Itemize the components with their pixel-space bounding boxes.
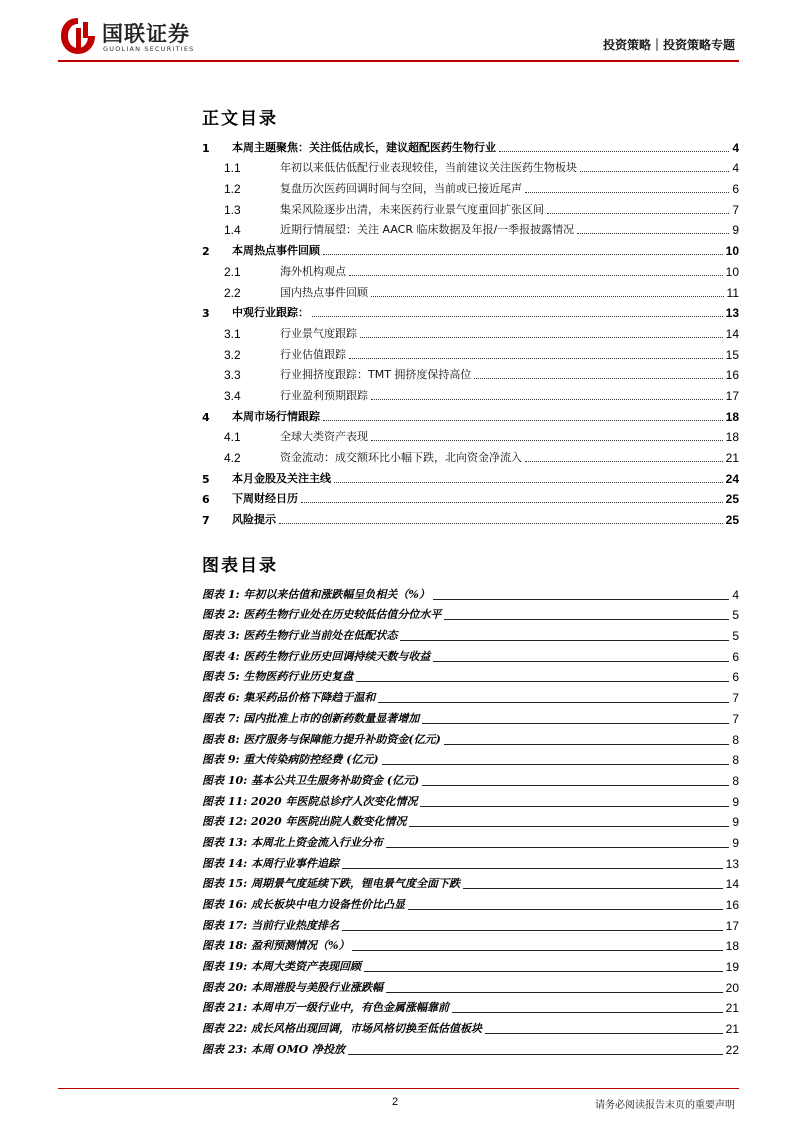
figure-entry-page: 9 <box>732 794 739 809</box>
dot-leader <box>349 275 723 276</box>
figure-entry-title: 图表 18: 盈利预测情况（%） <box>202 939 350 953</box>
figure-entry-title: 图表 3: 医药生物行业当前处在低配状态 <box>202 629 398 643</box>
figure-entry-page: 8 <box>732 753 739 768</box>
toc-entry[interactable] <box>202 444 739 465</box>
toc-title: 正文目录 <box>202 109 278 129</box>
dot-leader <box>323 254 723 255</box>
toc-entry[interactable] <box>202 134 739 155</box>
toc-entry-page: 16 <box>725 368 739 383</box>
leader-line <box>422 785 729 786</box>
leader-line <box>356 681 729 682</box>
figure-entry[interactable] <box>202 871 739 892</box>
figure-entry[interactable] <box>202 912 739 933</box>
toc-entry-number: 3.3 <box>224 368 241 383</box>
figure-entry-title: 图表 21: 本周申万一级行业中，有色金属涨幅靠前 <box>202 1001 450 1015</box>
toc-entry-page: 6 <box>732 182 739 197</box>
leader-line <box>422 723 729 724</box>
dot-leader <box>547 213 729 214</box>
disclaimer-note: 请务必阅读报告末页的重要声明 <box>595 1100 735 1111</box>
toc-entry-number: 4 <box>202 410 210 424</box>
leader-line <box>348 1054 723 1055</box>
figure-entry-page: 6 <box>732 670 739 685</box>
figure-entry-page: 19 <box>725 960 739 975</box>
toc-entry[interactable] <box>202 217 739 238</box>
figure-entry-title: 图表 15: 周期景气度延续下跌，锂电景气度全面下跌 <box>202 877 461 891</box>
toc-entry-page: 7 <box>732 202 739 217</box>
toc-entry-number: 6 <box>202 493 210 507</box>
leader-line <box>420 806 729 807</box>
figure-entry[interactable] <box>202 933 739 954</box>
figure-entry-title: 图表 13: 本周北上资金流入行业分布 <box>202 835 384 849</box>
toc-entry-number: 1.1 <box>224 161 241 176</box>
toc-entry-page: 25 <box>725 513 739 528</box>
toc-entry-page: 15 <box>725 347 739 362</box>
logo-english-name: GUOLIAN SECURITIES <box>103 45 195 53</box>
figure-entry-page: 9 <box>732 835 739 850</box>
toc-entry-number: 1.2 <box>224 182 241 197</box>
figure-entry-title: 图表 20: 本周港股与美股行业涨跌幅 <box>202 980 384 994</box>
figure-entry-page: 6 <box>732 649 739 664</box>
figure-entry-page: 21 <box>725 1022 739 1037</box>
company-logo <box>58 16 228 58</box>
leader-line <box>409 826 729 827</box>
figure-entry-title: 图表 23: 本周 OMO 净投放 <box>202 1042 346 1056</box>
figure-entry[interactable] <box>202 891 739 912</box>
leader-line <box>342 868 723 869</box>
toc-entry-title: 行业拥挤度跟踪：TMT 拥挤度保持高位 <box>280 368 472 382</box>
table-of-contents <box>202 134 739 527</box>
toc-entry-title: 中观行业跟踪： <box>232 306 309 320</box>
toc-entry[interactable] <box>202 196 739 217</box>
figure-entry-page: 13 <box>725 856 739 871</box>
toc-entry-page: 17 <box>725 388 739 403</box>
toc-entry-number: 3.4 <box>224 388 241 403</box>
toc-entry-page: 18 <box>725 430 739 445</box>
toc-entry[interactable] <box>202 258 739 279</box>
toc-entry-page: 10 <box>725 264 739 279</box>
leader-line <box>408 909 723 910</box>
dot-leader <box>525 192 729 193</box>
toc-entry-number: 7 <box>202 514 210 528</box>
dot-leader <box>301 502 723 503</box>
toc-entry-title: 本周主题聚焦：关注低估成长，建议超配医药生物行业 <box>232 140 496 154</box>
report-category: 投资策略｜投资策略专题 <box>602 38 735 52</box>
figure-entry-title: 图表 12: 2020 年医院出院人数变化情况 <box>202 815 407 829</box>
toc-entry[interactable] <box>202 155 739 176</box>
figure-entry[interactable] <box>202 953 739 974</box>
figure-entry[interactable] <box>202 643 739 664</box>
toc-entry-page: 10 <box>725 244 739 259</box>
logo-chinese-name: 国联证券 <box>102 22 190 46</box>
toc-entry-page: 4 <box>732 140 739 155</box>
toc-entry[interactable] <box>202 506 739 527</box>
dot-leader <box>474 378 722 379</box>
page-header <box>0 0 793 70</box>
toc-entry-number: 4.1 <box>224 430 241 445</box>
dot-leader <box>499 151 729 152</box>
figure-entry-page: 22 <box>725 1042 739 1057</box>
dot-leader <box>580 171 729 172</box>
toc-entry-page: 11 <box>726 285 739 300</box>
figure-entry-title: 图表 16: 成长板块中电力设备性价比凸显 <box>202 898 406 911</box>
dot-leader <box>323 420 723 421</box>
figures-title: 图表目录 <box>202 556 278 576</box>
figure-entry[interactable] <box>202 850 739 871</box>
footer-divider <box>58 1088 739 1089</box>
leader-line <box>386 992 723 993</box>
dot-leader <box>334 482 723 483</box>
toc-entry[interactable] <box>202 237 739 258</box>
leader-line <box>400 640 729 641</box>
figure-entry-page: 7 <box>732 711 739 726</box>
leader-line <box>444 744 730 745</box>
figure-entry-title: 图表 2: 医药生物行业处在历史较低估值分位水平 <box>202 608 442 622</box>
leader-line <box>364 971 723 972</box>
figure-entry-title: 图表 14: 本周行业事件追踪 <box>202 856 340 870</box>
leader-line <box>386 847 729 848</box>
toc-entry-number: 3.2 <box>224 347 241 362</box>
toc-entry-number: 2 <box>202 245 210 259</box>
toc-entry-page: 18 <box>725 409 739 424</box>
toc-entry-title: 风险提示 <box>232 513 276 527</box>
toc-entry-number: 5 <box>202 472 210 486</box>
leader-line <box>433 599 729 600</box>
leader-line <box>378 702 729 703</box>
figure-entry-page: 20 <box>725 980 739 995</box>
toc-entry[interactable] <box>202 424 739 445</box>
figure-entry-title: 图表 9: 重大传染病防控经费 (亿元) <box>202 753 379 767</box>
figure-entry[interactable] <box>202 622 739 643</box>
dot-leader <box>360 337 723 338</box>
toc-entry-page: 4 <box>732 161 739 176</box>
figure-entry[interactable] <box>202 788 739 809</box>
figure-entry-title: 图表 6: 集采药品价格下降趋于温和 <box>202 691 376 705</box>
toc-entry-page: 13 <box>725 306 739 321</box>
toc-entry-title: 本周热点事件回顾 <box>232 244 320 258</box>
toc-entry[interactable] <box>202 465 739 486</box>
dot-leader <box>371 296 724 297</box>
dot-leader <box>371 399 723 400</box>
toc-entry-page: 25 <box>725 492 739 507</box>
toc-entry-number: 4.2 <box>224 451 241 465</box>
figure-entry[interactable] <box>202 705 739 726</box>
figure-entry[interactable] <box>202 726 739 747</box>
figure-entry-page: 9 <box>732 815 739 830</box>
toc-entry[interactable] <box>202 486 739 507</box>
toc-entry-number: 1.4 <box>224 223 241 238</box>
leader-line <box>342 930 723 931</box>
toc-entry-page: 14 <box>725 326 739 341</box>
figure-entry-page: 17 <box>725 918 739 933</box>
figure-entry-title: 图表 10: 基本公共卫生服务补助资金 (亿元) <box>202 773 420 787</box>
figure-entry-title: 图表 19: 本周大类资产表现回顾 <box>202 960 362 974</box>
figure-entry[interactable] <box>202 1036 739 1057</box>
toc-entry-number: 2.1 <box>224 264 241 279</box>
figure-entry-page: 8 <box>732 732 739 747</box>
toc-entry[interactable] <box>202 175 739 196</box>
figure-entry[interactable] <box>202 767 739 788</box>
figure-entry-page: 4 <box>732 587 739 602</box>
figure-entry-page: 5 <box>732 629 739 644</box>
figure-entry-title: 图表 1: 年初以来估值和涨跌幅呈负相关（%） <box>202 587 430 601</box>
list-of-figures <box>202 581 739 1057</box>
toc-entry-title: 近期行情展望：关注 AACR 临床数据及年报/一季报披露情况 <box>280 223 575 237</box>
leader-line <box>452 1012 723 1013</box>
figure-entry-title: 图表 4: 医药生物行业历史回调持续天数与收益 <box>202 649 431 663</box>
dot-leader <box>349 358 723 359</box>
toc-entry-page: 9 <box>732 223 739 238</box>
toc-entry[interactable] <box>202 300 739 321</box>
figure-entry[interactable] <box>202 829 739 850</box>
page-number: 2 <box>392 1096 399 1108</box>
toc-entry-number: 1.3 <box>224 202 241 217</box>
toc-entry-page: 21 <box>725 451 739 465</box>
figure-entry-title: 图表 11: 2020 年医院总诊疗人次变化情况 <box>202 794 418 808</box>
toc-entry[interactable] <box>202 341 739 362</box>
toc-entry-title: 资金流动：成交额环比小幅下跌，北向资金净流入 <box>280 451 522 464</box>
figure-entry-title: 图表 8: 医疗服务与保障能力提升补助资金(亿元) <box>202 732 441 746</box>
toc-entry[interactable] <box>202 320 739 341</box>
figure-entry[interactable] <box>202 747 739 768</box>
figure-entry-title: 图表 5: 生物医药行业历史复盘 <box>202 670 354 684</box>
figure-entry-page: 7 <box>732 691 739 706</box>
toc-entry[interactable] <box>202 362 739 383</box>
leader-line <box>444 619 729 620</box>
figure-entry-page: 5 <box>732 608 739 623</box>
toc-entry-number: 3.1 <box>224 326 241 341</box>
toc-entry-title: 集采风险逐步出清，未来医药行业景气度重回扩张区间 <box>280 202 544 216</box>
toc-entry-title: 复盘历次医药回调时间与空间，当前或已接近尾声 <box>280 182 522 196</box>
toc-entry-number: 1 <box>202 141 210 155</box>
guolian-logo-icon <box>58 16 98 56</box>
toc-entry-title: 本月金股及关注主线 <box>232 471 331 485</box>
figure-entry-page: 8 <box>732 773 739 788</box>
leader-line <box>352 950 722 951</box>
figure-entry[interactable] <box>202 581 739 602</box>
toc-entry[interactable] <box>202 403 739 424</box>
figure-entry[interactable] <box>202 664 739 685</box>
toc-entry[interactable] <box>202 279 739 300</box>
figure-entry[interactable] <box>202 995 739 1016</box>
figure-entry-title: 图表 22: 成长风格出现回调，市场风格切换至低估值板块 <box>202 1022 483 1036</box>
figure-entry[interactable] <box>202 684 739 705</box>
figure-entry[interactable] <box>202 974 739 995</box>
toc-entry-title: 本周市场行情跟踪 <box>232 409 320 423</box>
figure-entry-page: 18 <box>725 939 739 954</box>
dot-leader <box>525 461 723 462</box>
figure-entry-title: 图表 17: 当前行业热度排名 <box>202 918 340 932</box>
toc-entry-title: 国内热点事件回顾 <box>280 285 368 299</box>
figure-entry[interactable] <box>202 809 739 830</box>
dot-leader <box>312 316 723 317</box>
toc-entry-number: 2.2 <box>224 285 241 300</box>
figure-entry-page: 21 <box>725 1001 739 1016</box>
figure-entry-title: 图表 7: 国内批准上市的创新药数量显著增加 <box>202 711 420 725</box>
toc-entry[interactable] <box>202 382 739 403</box>
figure-entry[interactable] <box>202 1015 739 1036</box>
header-divider <box>58 60 739 62</box>
toc-entry-title: 海外机构观点 <box>280 264 346 278</box>
figure-entry-page: 14 <box>725 877 739 892</box>
toc-entry-page: 24 <box>725 471 739 486</box>
leader-line <box>433 661 729 662</box>
toc-entry-title: 年初以来低估低配行业表现较佳，当前建议关注医药生物板块 <box>280 161 577 175</box>
figure-entry[interactable] <box>202 602 739 623</box>
toc-entry-title: 下周财经日历 <box>232 492 298 506</box>
dot-leader <box>577 233 729 234</box>
toc-entry-title: 全球大类资产表现 <box>280 430 368 444</box>
leader-line <box>485 1033 723 1034</box>
leader-line <box>463 888 723 889</box>
toc-entry-title: 行业景气度跟踪 <box>280 326 357 340</box>
toc-entry-title: 行业盈利预期跟踪 <box>280 388 368 402</box>
dot-leader <box>371 440 723 441</box>
toc-entry-number: 3 <box>202 307 210 321</box>
dot-leader <box>279 523 723 524</box>
figure-entry-page: 16 <box>725 898 739 912</box>
toc-entry-title: 行业估值跟踪 <box>280 347 346 361</box>
leader-line <box>382 764 730 765</box>
